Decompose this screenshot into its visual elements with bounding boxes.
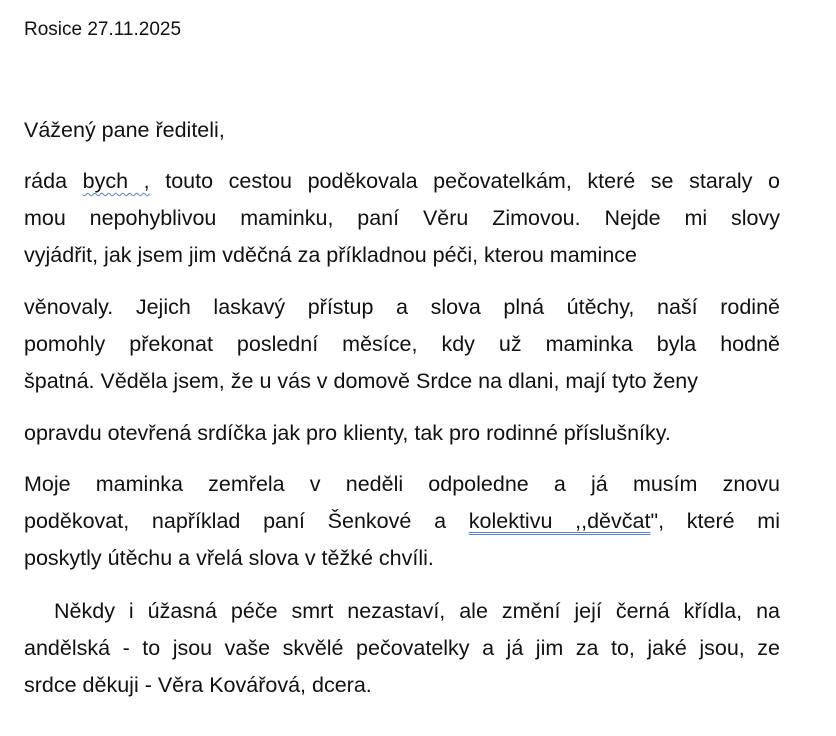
paragraph-1-line-1 bbox=[24, 163, 780, 200]
letter-page bbox=[24, 0, 780, 736]
paragraph-4-line-2 bbox=[24, 503, 780, 540]
letter-greeting: Vážený pane řediteli, bbox=[24, 118, 225, 142]
paragraph-3 bbox=[24, 415, 780, 452]
paragraph-4-line-1: Moje maminka zemřela v neděli odpoledne a já musím znovu bbox=[24, 472, 780, 496]
paragraph-5-line-2: andělská - to jsou vaše skvělé pečovatelky a já jim za to, jaké jsou, ze bbox=[24, 636, 780, 660]
paragraph-2-line-1: věnovaly. Jejich laskavý přístup a slova plná útěchy, naší rodině bbox=[24, 295, 780, 319]
paragraph-2-line-2: pomohly překonat poslední měsíce, kdy už maminka byla hodně bbox=[24, 332, 780, 356]
paragraph-1 bbox=[24, 163, 780, 274]
paragraph-3-line-1: opravdu otevřená srdíčka jak pro klienty, tak pro rodinné příslušníky. bbox=[24, 421, 671, 445]
paragraph-4-line-3: poskytly útěchu a vřelá slova v těžké chvíli. bbox=[24, 546, 434, 570]
grammar-marked-text: kolektivu ,,děvčat bbox=[468, 509, 651, 533]
paragraph-4 bbox=[24, 466, 780, 577]
paragraph-5-line-1 bbox=[24, 593, 780, 630]
text-run: ráda bbox=[24, 169, 83, 193]
paragraph-2-line-3: špatná. Věděla jsem, že u vás v domově Srdce na dlani, mají tyto ženy bbox=[24, 369, 699, 393]
letter-date: Rosice 27.11.2025 bbox=[24, 19, 182, 40]
paragraph-5 bbox=[24, 593, 780, 704]
paragraph-5-line-3: srdce děkuji - Věra Kovářová, dcera. bbox=[24, 673, 372, 697]
text-run: touto cestou poděkovala pečovatelkám, které se staraly o bbox=[149, 169, 780, 193]
text-run: Někdy i úžasná péče smrt nezastaví, ale změní její černá křídla, na bbox=[54, 599, 780, 623]
text-run: poděkovat, například paní Šenkové a bbox=[24, 509, 469, 533]
text-run: ", které mi bbox=[650, 509, 780, 533]
paragraph-1-line-3: vyjádřit, jak jsem jim vděčná za příkladnou péči, kterou mamince bbox=[24, 243, 638, 267]
paragraph-1-line-2: mou nepohyblivou maminku, paní Věru Zimovou. Nejde mi slovy bbox=[24, 206, 780, 230]
paragraph-2 bbox=[24, 289, 780, 400]
spellcheck-marked-text: bych , bbox=[82, 169, 150, 193]
